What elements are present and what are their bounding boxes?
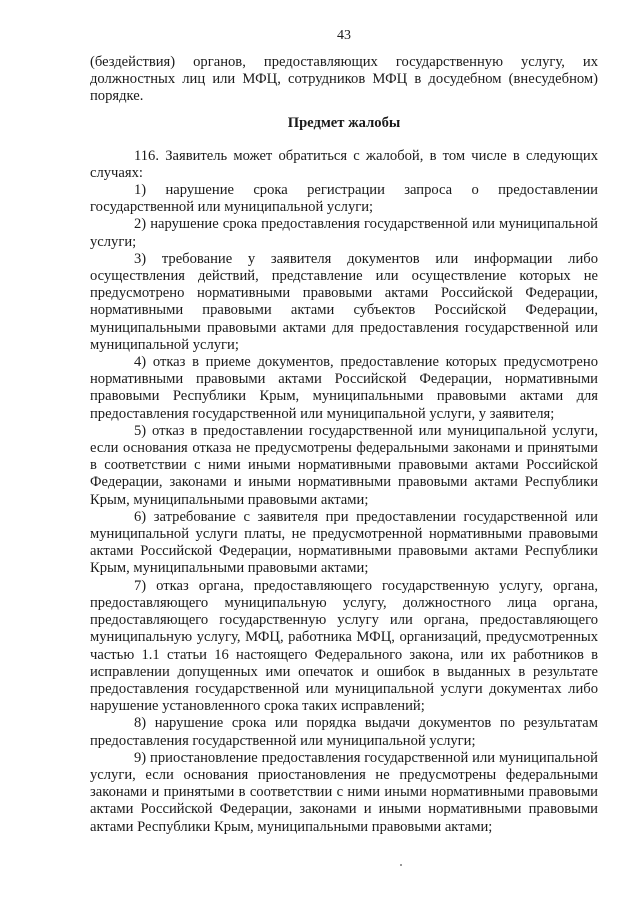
list-item-5: 5) отказ в предоставлении государственной или муниципальной услуги, если основания отказа не предусмотрены федеральными законами и принятыми в соответствии с ними иными нормативными правовыми актами Российской Федерации, законами и иными нормативными правовыми актами Республики Крым, муниципальными правовыми актами; <box>90 422 598 508</box>
section-heading: Предмет жалобы <box>287 114 401 131</box>
list-item-9: 9) приостановление предоставления государственной или муниципальной услуги, если основания приостановления не предусмотрены федеральными законами и принятыми в соответствии с ними иными нормативными правовыми актами Российской Федерации, законами и иными нормативными правовыми актами Республики Крым, муниципальными правовыми актами; <box>90 749 598 835</box>
list-item-3: 3) требование у заявителя документов или информации либо осуществления действий, представление или осуществление которых не предусмотрено нормативными правовыми актами Российской Федерации, нормативными правовыми актами субъектов Российской Федерации, муниципальными правовыми актами для предоставления государственной или муниципальной услуги; <box>90 250 598 353</box>
list-item-6: 6) затребование с заявителя при предоставлении государственной или муниципальной услуги платы, не предусмотренной нормативными правовыми актами Российской Федерации, нормативными правовыми актами Республики Крым, муниципальными правовыми актами; <box>90 508 598 577</box>
page-number: 43 <box>337 28 351 43</box>
list-item-7: 7) отказ органа, предоставляющего государственную услугу, органа, предоставляющего муниципальную услугу, должностного лица органа, предоставляющего государственную услугу или органа, предоставляющего муниципальную услугу, МФЦ, работника МФЦ, организаций, предусмотренных частью 1.1 статьи 16 настоящего Федерального закона, или их работников в исправлении допущенных ими опечаток и ошибок в выданных в результате предоставления государственной или муниципальной услуги документах либо нарушение установленного срока таких исправлений; <box>90 577 598 715</box>
list-item-4: 4) отказ в приеме документов, предоставление которых предусмотрено нормативными правовыми актами Российской Федерации, нормативными правовыми Республики Крым, муниципальными правовыми актами для предоставления государственной или муниципальной услуги, у заявителя; <box>90 354 598 422</box>
intro-paragraph: (бездействия) органов, предоставляющих государственную услугу, их должностных лиц или МФЦ, сотрудников МФЦ в досудебном (внесудебном) порядке. <box>90 54 598 105</box>
list-item-1: 1) нарушение срока регистрации запроса о предоставлении государственной или муниципальной услуги; <box>90 182 598 216</box>
clause-116: 116. Заявитель может обратиться с жалобой, в том числе в следующих случаях: <box>90 147 598 181</box>
list-item-8: 8) нарушение срока или порядка выдачи документов по результатам предоставления государственной или муниципальной услуги; <box>90 715 598 749</box>
list-item-2: 2) нарушение срока предоставления государственной или муниципальной услуги; <box>90 216 598 250</box>
scan-speck <box>400 864 402 866</box>
